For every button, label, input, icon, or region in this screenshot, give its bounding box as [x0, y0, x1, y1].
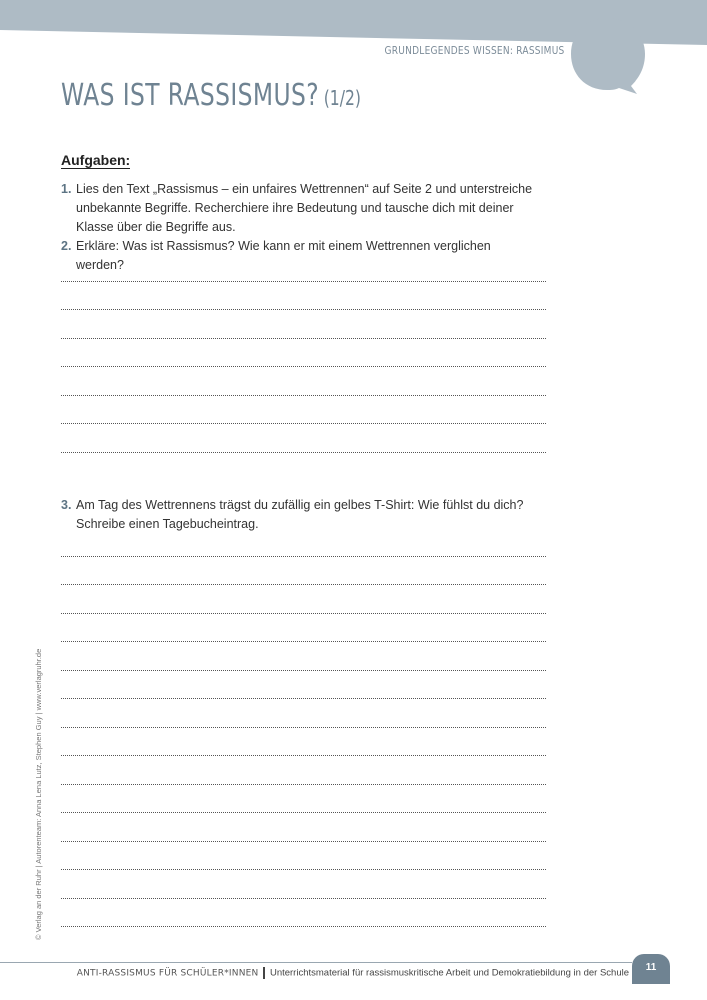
answer-line[interactable]: [61, 898, 546, 899]
answer-line[interactable]: [61, 556, 546, 557]
footer-separator: [263, 967, 265, 979]
task-text: Erkläre: Was ist Rassismus? Wie kann er mit einem Wettrennen verglichen werden?: [76, 239, 491, 272]
answer-line[interactable]: [61, 926, 546, 927]
task-2: [61, 237, 541, 275]
answer-line[interactable]: [61, 727, 546, 728]
footer-rule: [0, 962, 632, 963]
answer-line[interactable]: [61, 423, 546, 424]
answer-line[interactable]: [61, 670, 546, 671]
answer-line[interactable]: [61, 641, 546, 642]
tasks-heading-text: Aufgaben:: [61, 152, 131, 168]
answer-line[interactable]: [61, 869, 546, 870]
page-number: 11: [645, 962, 657, 973]
title-text: WAS IST RASSISMUS?: [61, 78, 320, 113]
title-part: (1/2): [323, 86, 361, 110]
answer-line[interactable]: [61, 613, 546, 614]
answer-line[interactable]: [61, 395, 546, 396]
answer-line[interactable]: [61, 338, 546, 339]
footer-subtitle: Unterrichtsmaterial für rassismuskritische Arbeit und Demokratiebildung in der Schule: [269, 967, 629, 979]
speech-bubble-icon: [567, 14, 647, 94]
answer-line[interactable]: [61, 698, 546, 699]
answer-line[interactable]: [61, 366, 546, 367]
answer-line[interactable]: [61, 584, 546, 585]
task-text: Lies den Text „Rassismus – ein unfaires Wettrennen“ auf Seite 2 und unterstreiche unbekannte Begriffe. Recherchiere ihre Bedeutung und tausche dich mit deiner Klasse über die Begriffe aus.: [76, 182, 533, 234]
footer: [77, 967, 629, 979]
answer-line[interactable]: [61, 812, 546, 813]
answer-line[interactable]: [61, 784, 546, 785]
task-1: [61, 180, 541, 237]
answer-line[interactable]: [61, 841, 546, 842]
task-3: [61, 496, 541, 534]
task-number: 2.: [61, 239, 72, 253]
answer-line[interactable]: [61, 281, 546, 282]
answer-line[interactable]: [61, 452, 546, 453]
task-text: Am Tag des Wettrennens trägst du zufällig ein gelbes T-Shirt: Wie fühlst du dich? Schreibe einen Tagebucheintrag.: [76, 498, 524, 531]
task-number: 1.: [61, 182, 72, 196]
page-title: [61, 78, 361, 113]
side-credit: © Verlag an der Ruhr | Autorenteam: Anna Lena Lutz, Stephen Guy | www.verlagruhr.de: [34, 648, 43, 940]
tasks-heading: [61, 152, 130, 168]
footer-series: ANTI-RASSISMUS FÜR SCHÜLER*INNEN: [76, 968, 259, 979]
answer-line[interactable]: [61, 309, 546, 310]
task-number: 3.: [61, 498, 72, 512]
answer-line[interactable]: [61, 755, 546, 756]
section-label: GRUNDLEGENDES WISSEN: RASSIMUS: [384, 44, 565, 57]
